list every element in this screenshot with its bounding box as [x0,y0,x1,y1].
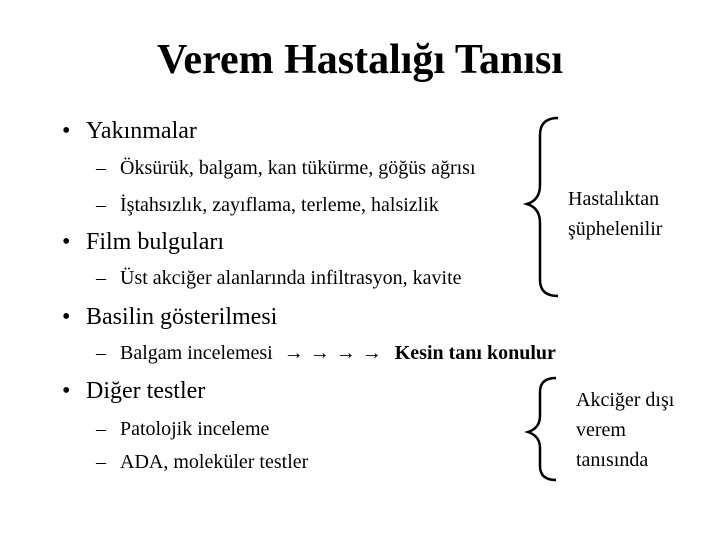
arrow-right-icon: → [309,342,330,364]
bullet-symbol: • [62,118,71,144]
bullet-symbol: • [62,378,71,404]
note-line: verem [576,419,626,441]
note-line: tanısında [576,449,649,471]
arrow-right-icon: → [361,342,382,364]
slide-title: Verem Hastalığı Tanısı [156,37,564,83]
bullet-symbol: • [62,304,71,330]
bullet-symbol: • [62,229,71,255]
arrow-right-icon: → [335,342,356,364]
note-line: Akciğer dışı [576,389,675,411]
sub-item-label: Balgam incelemesi [120,342,273,364]
curly-brace-1 [527,118,558,296]
dash-symbol: – [96,194,106,216]
sub-item-label: Patolojik inceleme [120,418,270,440]
dash-symbol: – [96,157,106,179]
note-line: şüphelenilir [568,218,663,240]
sub-item-label: Üst akciğer alanlarında infiltrasyon, kavite [120,267,462,289]
brace-note-2 [576,385,674,475]
dash-symbol: – [96,342,106,364]
bullet-label: Basilin gösterilmesi [86,304,278,330]
dash-symbol: – [96,418,106,440]
conclusion-label: Kesin tanı konulur [394,342,556,364]
bullet-label: Film bulguları [86,229,224,255]
arrow-right-icon: → [283,342,304,364]
sub-item-label: Öksürük, balgam, kan tükürme, göğüs ağrısı [120,157,476,179]
note-line: Hastalıktan [568,188,660,210]
curly-brace-2 [528,378,556,480]
bullet-label: Yakınmalar [86,118,197,144]
bullet-label: Diğer testler [86,378,206,404]
sub-item-label: ADA, moleküler testler [120,451,309,473]
brace-note-1 [568,184,662,244]
dash-symbol: – [96,267,106,289]
sub-item-label: İştahsızlık, zayıflama, terleme, halsizlik [120,194,439,216]
dash-symbol: – [96,451,106,473]
